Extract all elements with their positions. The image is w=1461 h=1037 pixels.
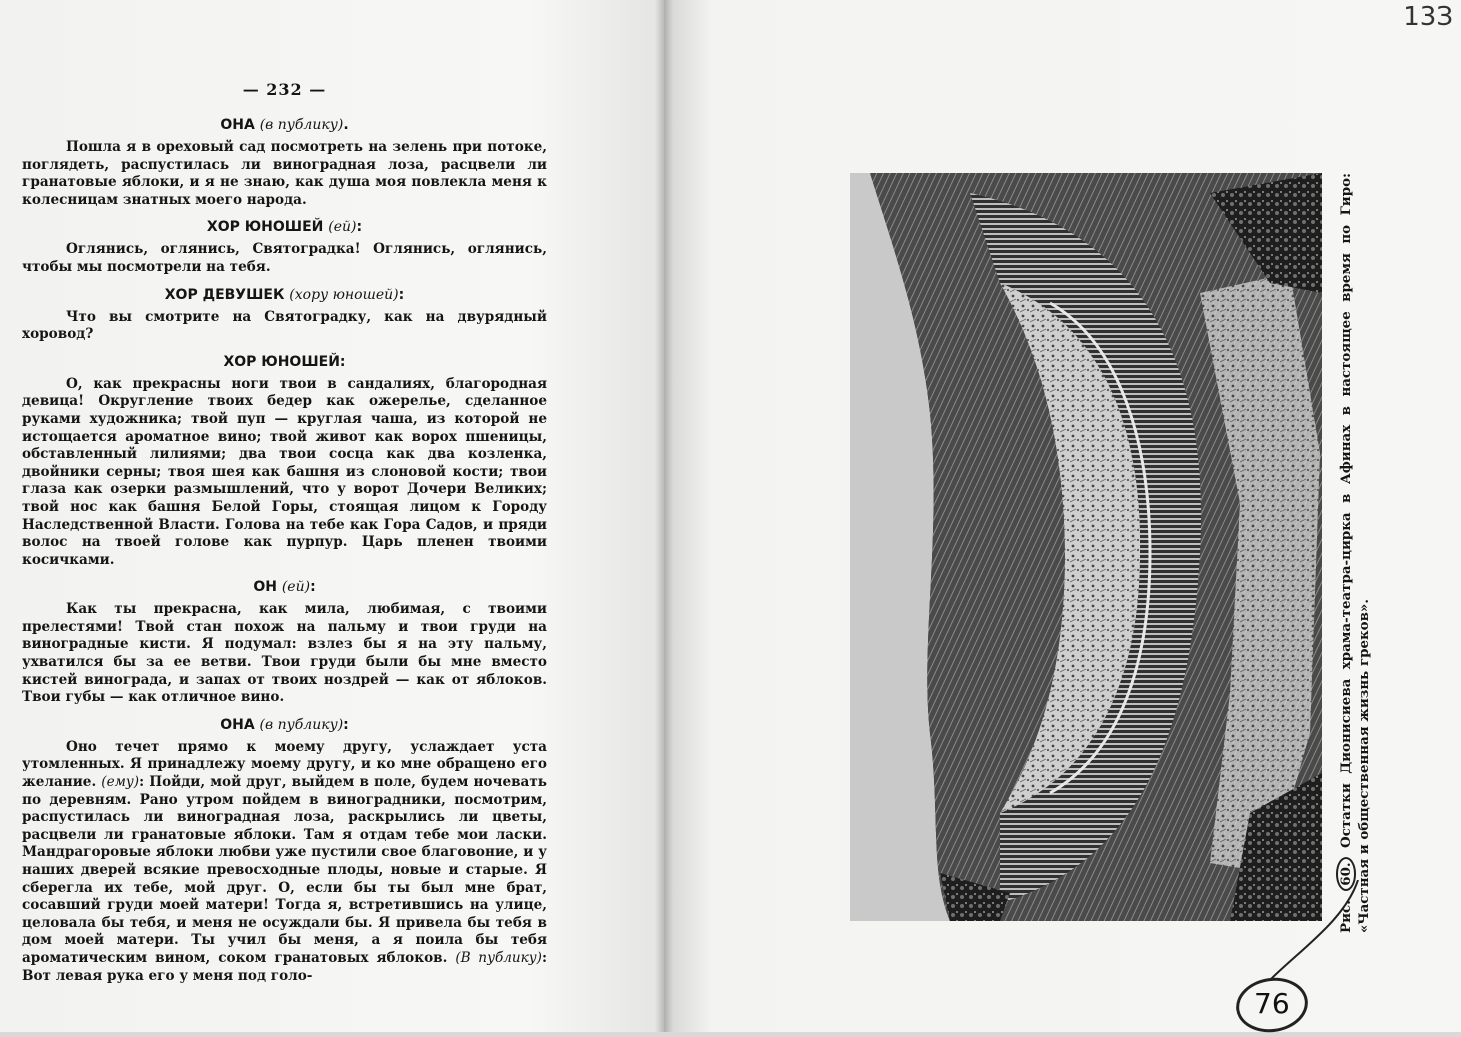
verse-paragraph: Что вы смотрите на Святоградку, как на двурядный хоровод? — [22, 308, 547, 343]
figure-caption — [1336, 173, 1396, 933]
left-page-text-column — [22, 80, 547, 989]
stage-direction: (ей) — [328, 219, 357, 236]
stage-direction: (ей) — [281, 579, 311, 596]
verse-paragraph: О, как прекрасны ноги твои в сандалиях, благородная девица! Округление твоих бедер как ожерелье, сделанное руками художника; твой пуп — круглая чаша, из которой не истощается ароматное вино; твой живот как ворох пшеницы, обставленный лилиями; два твои сосца как два козленка, двойники серны; твоя шея как башня из слоновой кости; твои глаза как озерки размышлений, что у ворот Дочери Великих; твой нос как башня Белой Горы, стоящая лицом к Городу Наследственной Власти. Голова на тебе как Гора Садов, и пряди волос на твоей голове как пурпур. Царь пленен твоими косичками. — [22, 375, 547, 568]
archive-sheet-number: 13З — [1403, 2, 1453, 32]
speaker-heading: ОН (ей): — [253, 579, 316, 596]
verse-paragraph: Пошла я в ореховый сад посмотреть на зелень при потоке, поглядеть, распустилась ли виноградная лоза, расцвели ли гранатовые яблоки, и я не знаю, как душа моя повлекла меня к колесницам знатных моего народа. — [22, 139, 547, 208]
stage-direction: (в публику) — [259, 117, 344, 133]
figure-number: 60. — [1336, 857, 1356, 890]
left-page — [0, 0, 664, 1032]
archive-pointer-line — [1250, 880, 1370, 990]
stage-direction: (ему) — [101, 774, 140, 791]
speaker-heading: ОНА (в публику): — [220, 716, 349, 733]
speaker-heading: ОНА (в публику). — [220, 117, 349, 133]
stage-direction: (хору юношей) — [289, 286, 399, 303]
verse-paragraph: Как ты прекрасна, как мила, любимая, с твоими прелестями! Твой стан похож на пальму и твои груди на виноградные кисти. Я подумал: взлез бы я на эту пальму, ухватился бы за ее ветви. Твои груди были бы мне вместо кистей винограда, и запах от твоих ноздрей — как от яблоков. Твои губы — как отличное вино. — [22, 601, 547, 706]
theatre-engraving — [850, 173, 1322, 921]
figure-caption-area — [1320, 173, 1380, 933]
figure-caption-text: Остатки Дионисиева храма-театра-цирка в Афинах в настоящее время по Гиро: «Частная и общественная жизнь греков». — [1338, 173, 1372, 933]
page-number: — 232 — — [242, 80, 327, 99]
speaker-heading: ХОР ЮНОШЕЙ: — [223, 353, 346, 370]
speaker-heading: ХОР ЮНОШЕЙ (ей): — [206, 219, 363, 236]
stage-direction: (В публику) — [455, 949, 542, 966]
verse-paragraph: Оно течет прямо к моему другу, услаждает уста утомленных. Я принадлежу моему другу, и ко мне обращено его желание. (ему): Пойди, мой друг, выйдем в поле, будем ночевать по деревням. Рано утром пойдем в виноградники, посмотрим, распустилась ли виноградная лоза, раскрылись ли цветы, расцвели ли гранатовые яблоки. Там я отдам тебе мои ласки. Мандрагоровые яблоки любви уже пустили свое благовоние, и у наших дверей всякие превосходные плоды, новые и старые. Я сберегла их тебе, мой друг. О, если бы ты был мне брат, сосавший груди моей матери! Тогда я, встретившись на улице, целовала бы тебя, и меня не осуждали бы. Я привела бы тебя в дом моей матери. Ты учил бы меня, а я поила бы тебя ароматическим вином, соком гранатовых яблоков. (В публику): Вот левая рука его у меня под голо- — [22, 738, 547, 984]
archive-circled-number: 76 — [1233, 973, 1312, 1036]
stage-direction: (в публику) — [259, 716, 344, 733]
book-gutter — [655, 0, 673, 1032]
verse-paragraph: Оглянись, оглянись, Святоградка! Оглянись, оглянись, чтобы мы посмотрели на тебя. — [22, 241, 547, 275]
speaker-heading: ХОР ДЕВУШЕК (хору юношей): — [164, 286, 405, 303]
figure-label: Рис. — [1338, 900, 1354, 933]
